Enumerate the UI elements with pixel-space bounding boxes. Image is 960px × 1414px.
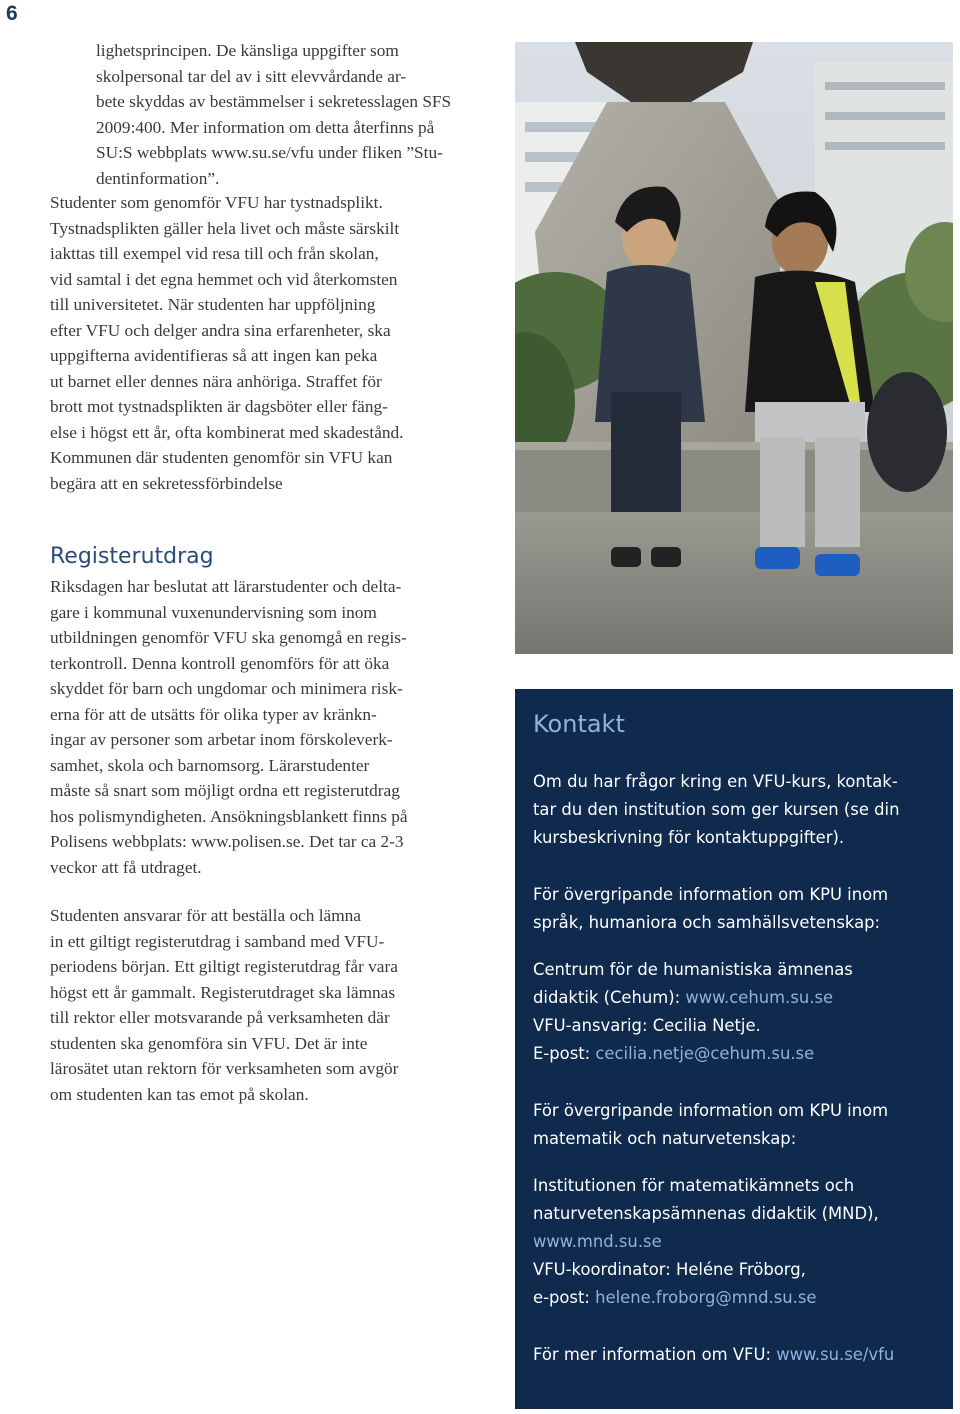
cehum-email-link[interactable]: cecilia.netje@cehum.su.se — [595, 1044, 815, 1063]
students-photo — [515, 42, 953, 654]
text-line: till universitetet. När studenten har uppföljning — [50, 295, 376, 314]
text-line: måste så snart som möjligt ordna ett registerutdrag — [50, 781, 400, 800]
kontakt-cehum — [533, 956, 938, 1068]
kontakt-heading: Kontakt — [533, 710, 625, 738]
cehum-link[interactable]: www.cehum.su.se — [685, 988, 834, 1007]
text-line: hos polismyndigheten. Ansökningsblankett finns på — [50, 806, 408, 826]
text-line: naturvetenskapsämnenas didaktik (MND), — [533, 1204, 879, 1223]
text-line: uppgifterna avidentifieras så att ingen kan peka — [50, 346, 378, 365]
text-line: Studenten ansvarar för att beställa och lämna — [50, 906, 361, 925]
text-line: Tystnadsplikten gäller hela livet och måste särskilt — [50, 218, 400, 238]
text-line: lighetsprincipen. De känsliga uppgifter som — [96, 41, 399, 60]
kontakt-mnd — [533, 1172, 938, 1312]
text-line: Riksdagen har beslutat att lärarstudenter och delta- — [50, 577, 402, 596]
text-line: För övergripande information om KPU inom — [533, 1101, 889, 1120]
text-line: samhet, skola och barnomsorg. Lärarstudenter — [50, 755, 370, 775]
text-line: skolpersonal tar del av i sitt elevvårdande ar- — [96, 66, 407, 86]
text-line: Centrum för de humanistiska ämnenas — [533, 960, 853, 979]
section-heading-registerutdrag: Registerutdrag — [50, 544, 214, 569]
text-line: lärosätet utan rektorn för verksamheten som avgör — [50, 1059, 399, 1078]
text-line: Studenter som genomför VFU har tystnadsplikt. — [50, 193, 383, 212]
text-line: terkontroll. Denna kontroll genomförs för att öka — [50, 653, 390, 673]
text-line: veckor att få utdraget. — [50, 857, 202, 877]
text-line: Polisens webbplats: www.polisen.se. Det tar ca 2-3 — [50, 832, 404, 851]
mnd-link[interactable]: www.mnd.su.se — [533, 1232, 662, 1251]
text-line: else i högst ett år, ofta kombinerat med skadestånd. — [50, 422, 404, 442]
text-line: språk, humaniora och samhällsvetenskap: — [533, 913, 881, 932]
text-line: studenten ska genomföra sin VFU. Det är inte — [50, 1033, 368, 1053]
text-line — [533, 1040, 938, 1068]
text-fragment: För mer information om VFU: — [533, 1345, 777, 1364]
text-line — [533, 984, 938, 1012]
text-line: Kommunen där studenten genomför sin VFU kan — [50, 448, 393, 467]
text-line: SU:S webbplats www.su.se/vfu under fliken ”Stu- — [96, 143, 443, 162]
text-line: erna för att de utsätts för olika typer av kränkn- — [50, 704, 377, 724]
kontakt-more-info — [533, 1341, 938, 1369]
paragraph-sekretess — [96, 38, 491, 191]
text-line: tar du den institution som ger kursen (se din — [533, 800, 900, 819]
text-line: vid samtal i det egna hemmet och vid återkomsten — [50, 269, 398, 289]
text-line: brott mot tystnadsplikten är dagsböter eller fäng- — [50, 397, 388, 416]
paragraph-student-ansvar — [50, 903, 490, 1107]
text-line: ingar av personer som arbetar inom förskoleverk- — [50, 730, 393, 749]
text-line: matematik och naturvetenskap: — [533, 1129, 797, 1148]
text-line: bete skyddas av bestämmelser i sekretesslagen SFS — [96, 92, 452, 111]
text-line: Om du har frågor kring en VFU-kurs, kontak- — [533, 772, 898, 791]
text-line: kursbeskrivning för kontaktuppgifter). — [533, 828, 845, 847]
text-line: om studenten kan tas emot på skolan. — [50, 1084, 309, 1104]
text-line: dentinformation”. — [96, 168, 220, 188]
text-line — [533, 1284, 938, 1312]
text-line: gare i kommunal vuxenundervisning som inom — [50, 602, 377, 622]
paragraph-tystnadsplikt — [50, 190, 490, 496]
text-line: periodens början. Ett giltigt registerutdrag får vara — [50, 957, 398, 976]
kontakt-hum-intro — [533, 881, 938, 937]
kontakt-box — [515, 689, 953, 1409]
text-line: skyddet för barn och ungdomar och minimera risk- — [50, 679, 403, 698]
kontakt-intro — [533, 768, 938, 852]
text-line: högst ett år gammalt. Registerutdraget ska lämnas — [50, 982, 396, 1002]
text-line: För övergripande information om KPU inom — [533, 885, 889, 904]
mnd-email-link[interactable]: helene.froborg@mnd.su.se — [595, 1288, 817, 1307]
text-line: begära att en sekretessförbindelse — [50, 473, 283, 493]
text-line: till rektor eller motsvarande på verksamheten där — [50, 1008, 390, 1027]
text-fragment: E-post: — [533, 1044, 596, 1063]
text-line: ut barnet eller dennes nära anhöriga. Straffet för — [50, 371, 382, 391]
text-line: VFU-koordinator: Heléne Fröborg, — [533, 1260, 806, 1279]
text-line: VFU-ansvarig: Cecilia Netje. — [533, 1016, 761, 1035]
page-number: 6 — [6, 2, 18, 25]
text-line: utbildningen genomför VFU ska genomgå en regis- — [50, 628, 407, 647]
paragraph-registerkontroll — [50, 574, 490, 880]
text-fragment: e-post: — [533, 1288, 596, 1307]
text-line: in ett giltigt registerutdrag i samband med VFU- — [50, 931, 385, 951]
text-fragment: didaktik (Cehum): — [533, 988, 686, 1007]
text-line: iakttas till exempel vid resa till och från skolan, — [50, 244, 379, 263]
text-line: efter VFU och delger andra sina erfarenheter, ska — [50, 320, 391, 340]
text-line: 2009:400. Mer information om detta återfinns på — [96, 117, 435, 137]
kontakt-mnd-intro — [533, 1097, 938, 1153]
text-line: Institutionen för matematikämnets och — [533, 1176, 855, 1195]
vfu-link[interactable]: www.su.se/vfu — [776, 1345, 895, 1364]
